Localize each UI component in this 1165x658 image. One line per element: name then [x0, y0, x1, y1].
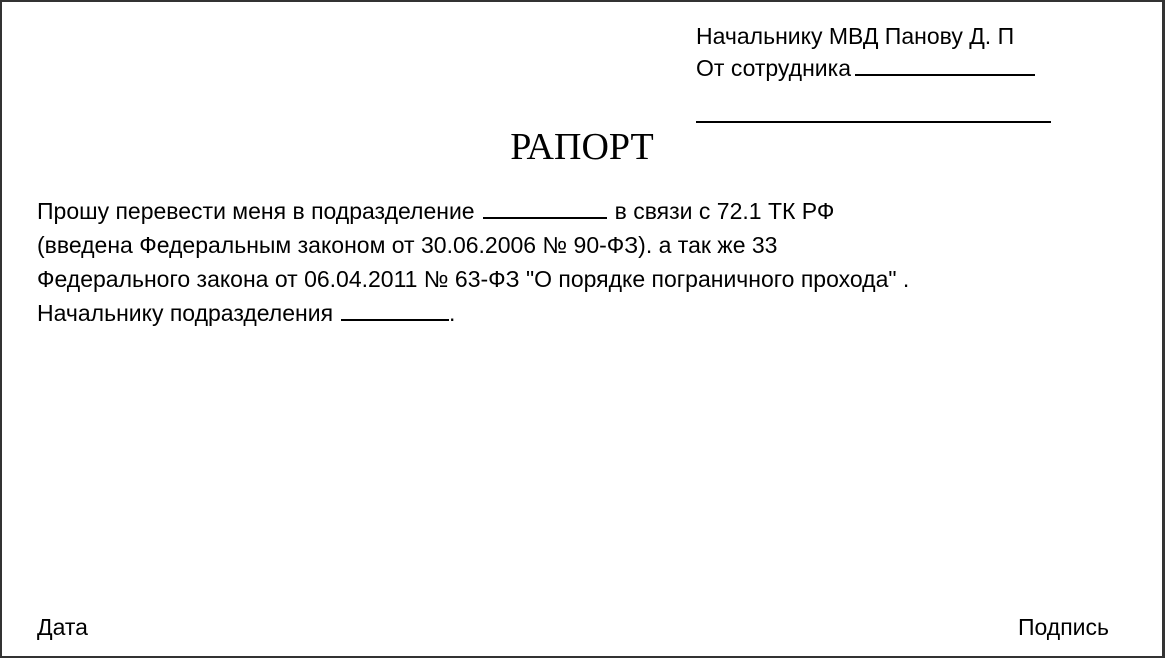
unit-blank [483, 195, 607, 219]
body-line-4-start: Начальнику подразделения [37, 300, 334, 326]
body-line-1 [37, 194, 1147, 228]
body-line-4 [37, 296, 1147, 330]
document-title [2, 122, 1162, 172]
addressee-block [696, 20, 1035, 84]
date-label: Дата [37, 614, 88, 640]
body-line-2: (введена Федеральным законом от 30.06.2006 № 90-ФЗ). а так же 33 [37, 232, 778, 258]
signature-label: Подпись [1017, 614, 1109, 640]
employee-name-blank [855, 52, 1035, 76]
from-employee-label: От сотрудника [696, 55, 851, 81]
body-line-1-end: в связи с 72.1 ТК РФ [614, 198, 835, 224]
unit-head-blank [341, 297, 449, 321]
body-line-4-end: . [449, 300, 456, 326]
body-line-1-start: Прошу перевести меня в подразделение [37, 198, 475, 224]
document-body [37, 194, 1147, 330]
body-line-3: Федерального закона от 06.04.2011 № 63-ФЗ "О порядке пограничного прохода" . [37, 266, 910, 292]
addressee-line: Начальнику МВД Панову Д. П [696, 23, 1015, 49]
document-title-text: РАПОРТ [510, 126, 654, 168]
from-employee-line [696, 52, 1035, 84]
